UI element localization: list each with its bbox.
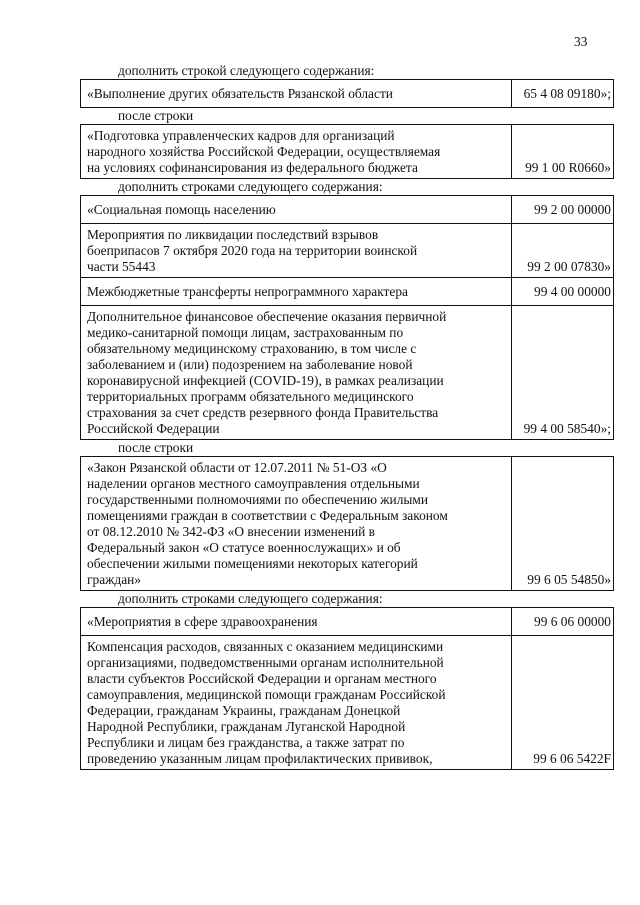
budget-code: 99 4 00 00000 [512,278,614,306]
budget-code: 99 2 00 00000 [512,196,614,224]
table-row [81,278,614,306]
amendment-instruction: после строки [118,440,194,455]
expense-name: «Выполнение других обязательств Рязанской области [87,86,393,101]
expense-name: Межбюджетные трансферты непрограммного характера [87,284,408,299]
amendment-instruction: после строки [118,108,194,123]
table-row [81,457,614,591]
expense-name-cell [81,608,512,636]
budget-table [80,124,614,179]
expense-name-cell [81,224,512,278]
expense-name: «Закон Рязанской области от 12.07.2011 № 51-ОЗ «О наделении органов местного самоуправления отдельными государственными полномочиями по обеспечению жилыми помещениями граждан в соответствии с Федеральным законом от 08.12.2010 № 342-ФЗ «О внесении изменений в Федеральный закон «О статусе военнослужащих» и об обеспечении жилыми помещениями некоторых категорий граждан» [87,460,448,587]
budget-code: 99 2 00 07830» [512,224,614,278]
expense-name-cell [81,80,512,108]
budget-code: 99 4 00 58540»; [512,306,614,440]
budget-table [80,607,614,770]
amendment-instruction: дополнить строками следующего содержания: [118,591,383,606]
budget-code: 65 4 08 09180»; [512,80,614,108]
budget-table [80,456,614,591]
expense-name: «Социальная помощь населению [87,202,276,217]
expense-name-cell [81,306,512,440]
table-row [81,224,614,278]
budget-code: 99 1 00 R0660» [512,125,614,179]
table-row [81,196,614,224]
table-row [81,608,614,636]
budget-code: 99 6 06 5422F [512,636,614,770]
page-number: 33 [574,34,588,49]
expense-name: Дополнительное финансовое обеспечение оказания первичной медико-санитарной помощи лицам, застрахованным по обязательному медицинскому страхованию, в том числе с заболеванием и (или) подозрением на заболевание новой коронавирусной инфекцией (COVID-19), в рамках реализации территориальных программ обязательного медицинского страхования за счет средств резервного фонда Правительства Российской Федерации [87,309,447,436]
expense-name: «Подготовка управленческих кадров для организаций народного хозяйства Российской Федерации, осуществляемая на условиях софинансирования из федерального бюджета [87,128,441,175]
table-row [81,306,614,440]
amendment-instruction: дополнить строкой следующего содержания: [118,63,375,78]
expense-name: «Мероприятия в сфере здравоохранения [87,614,318,629]
expense-name-cell [81,636,512,770]
expense-name: Мероприятия по ликвидации последствий взрывов боеприпасов 7 октября 2020 года на территории воинской части 55443 [87,227,418,274]
expense-name-cell [81,196,512,224]
expense-name-cell [81,278,512,306]
table-row [81,636,614,770]
document-body [80,63,614,770]
budget-code: 99 6 05 54850» [512,457,614,591]
amendment-instruction: дополнить строками следующего содержания: [118,179,383,194]
budget-table [80,195,614,440]
table-row [81,125,614,179]
budget-code: 99 6 06 00000 [512,608,614,636]
budget-table [80,79,614,108]
expense-name-cell [81,457,512,591]
table-row [81,80,614,108]
expense-name: Компенсация расходов, связанных с оказанием медицинскими организациями, подведомственными органам исполнительной власти субъектов Российской Федерации и органам местного самоуправления, медицинской помощи гражданам Российской Федерации, гражданам Украины, гражданам Донецкой Народной Республики, гражданам Луганской Народной Республики и лицам без гражданства, а также затрат по проведению указанным лицам профилактических прививок, [87,639,446,766]
expense-name-cell [81,125,512,179]
